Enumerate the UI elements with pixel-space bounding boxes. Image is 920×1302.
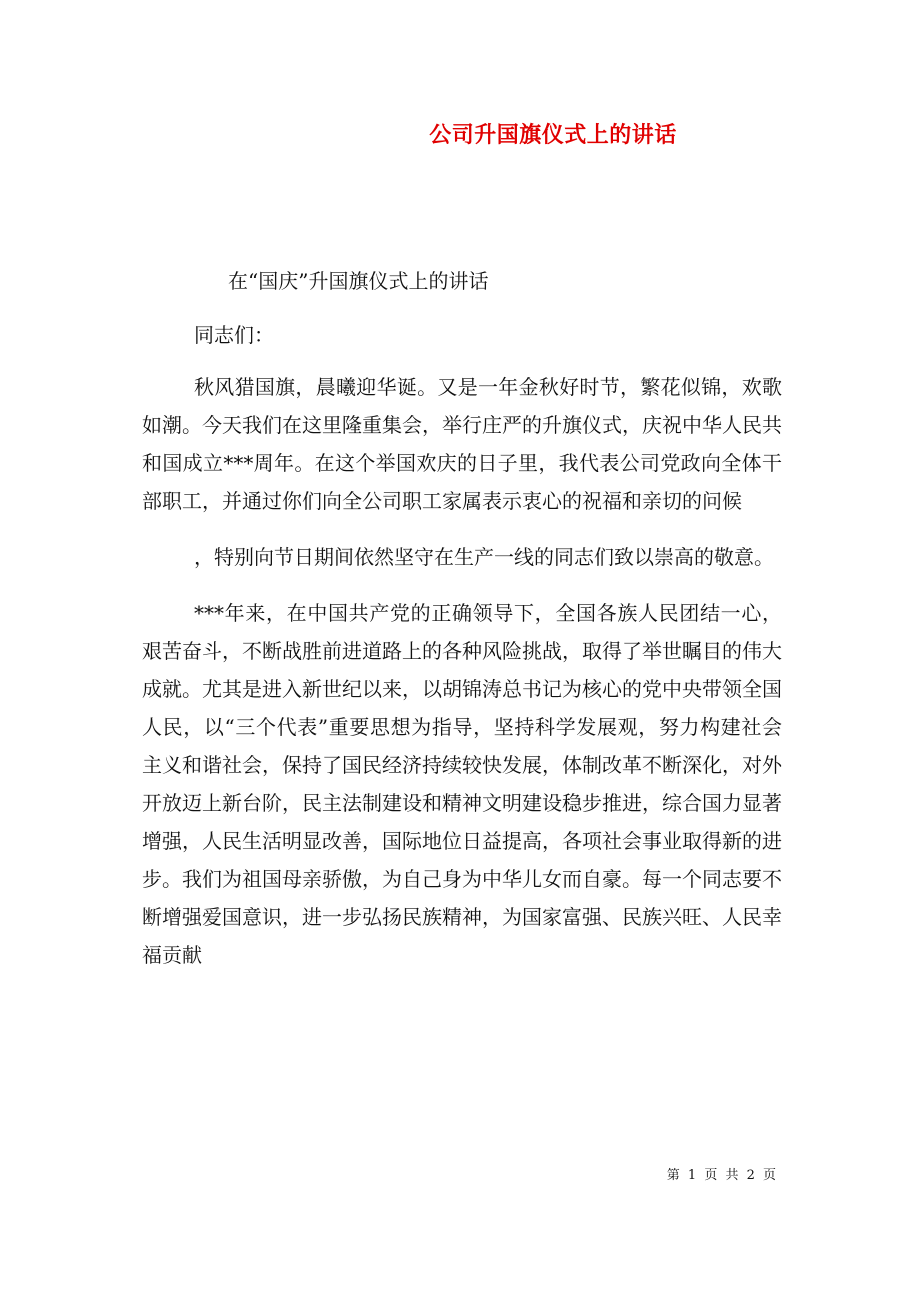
document-body (142, 262, 782, 974)
document-title: 公司升国旗仪式上的讲话 (429, 122, 677, 148)
paragraph-2: ，特别向节日期间依然坚守在生产一线的同志们致以崇高的敬意。 (194, 545, 774, 569)
page-number-footer: 第 1 页 共 2 页 (666, 1168, 778, 1183)
speech-subtitle: 在“国庆”升国旗仪式上的讲话 (228, 269, 489, 293)
paragraph-1: 秋风猎国旗，晨曦迎华诞。又是一年金秋好时节，繁花似锦，欢歌如潮。今天我们在这里隆重集会，举行庄严的升旗仪式，庆祝中华人民共和国成立***周年。在这个举国欢庆的日子里，我代表公司党政向全体干部职工，并通过你们向全公司职工家属表示衷心的祝福和亲切的问候 (142, 375, 782, 513)
greeting: 同志们： (194, 323, 274, 347)
paragraph-3: ***年来，在中国共产党的正确领导下，全国各族人民团结一心，艰苦奋斗，不断战胜前进道路上的各种风险挑战，取得了举世瞩目的伟大成就。尤其是进入新世纪以来，以胡锦涛总书记为核心的党中央带领全国人民，以“三个代表”重要思想为指导，坚持科学发展观，努力构建社会主义和谐社会，保持了国民经济持续较快发展，体制改革不断深化，对外开放迈上新台阶，民主法制建设和精神文明建设稳步推进，综合国力显著增强，人民生活明显改善，国际地位日益提高，各项社会事业取得新的进步。我们为祖国母亲骄傲，为自己身为中华儿女而自豪。每一个同志要不断增强爱国意识，进一步弘扬民族精神，为国家富强、民族兴旺、人民幸福贡献 (142, 601, 782, 967)
